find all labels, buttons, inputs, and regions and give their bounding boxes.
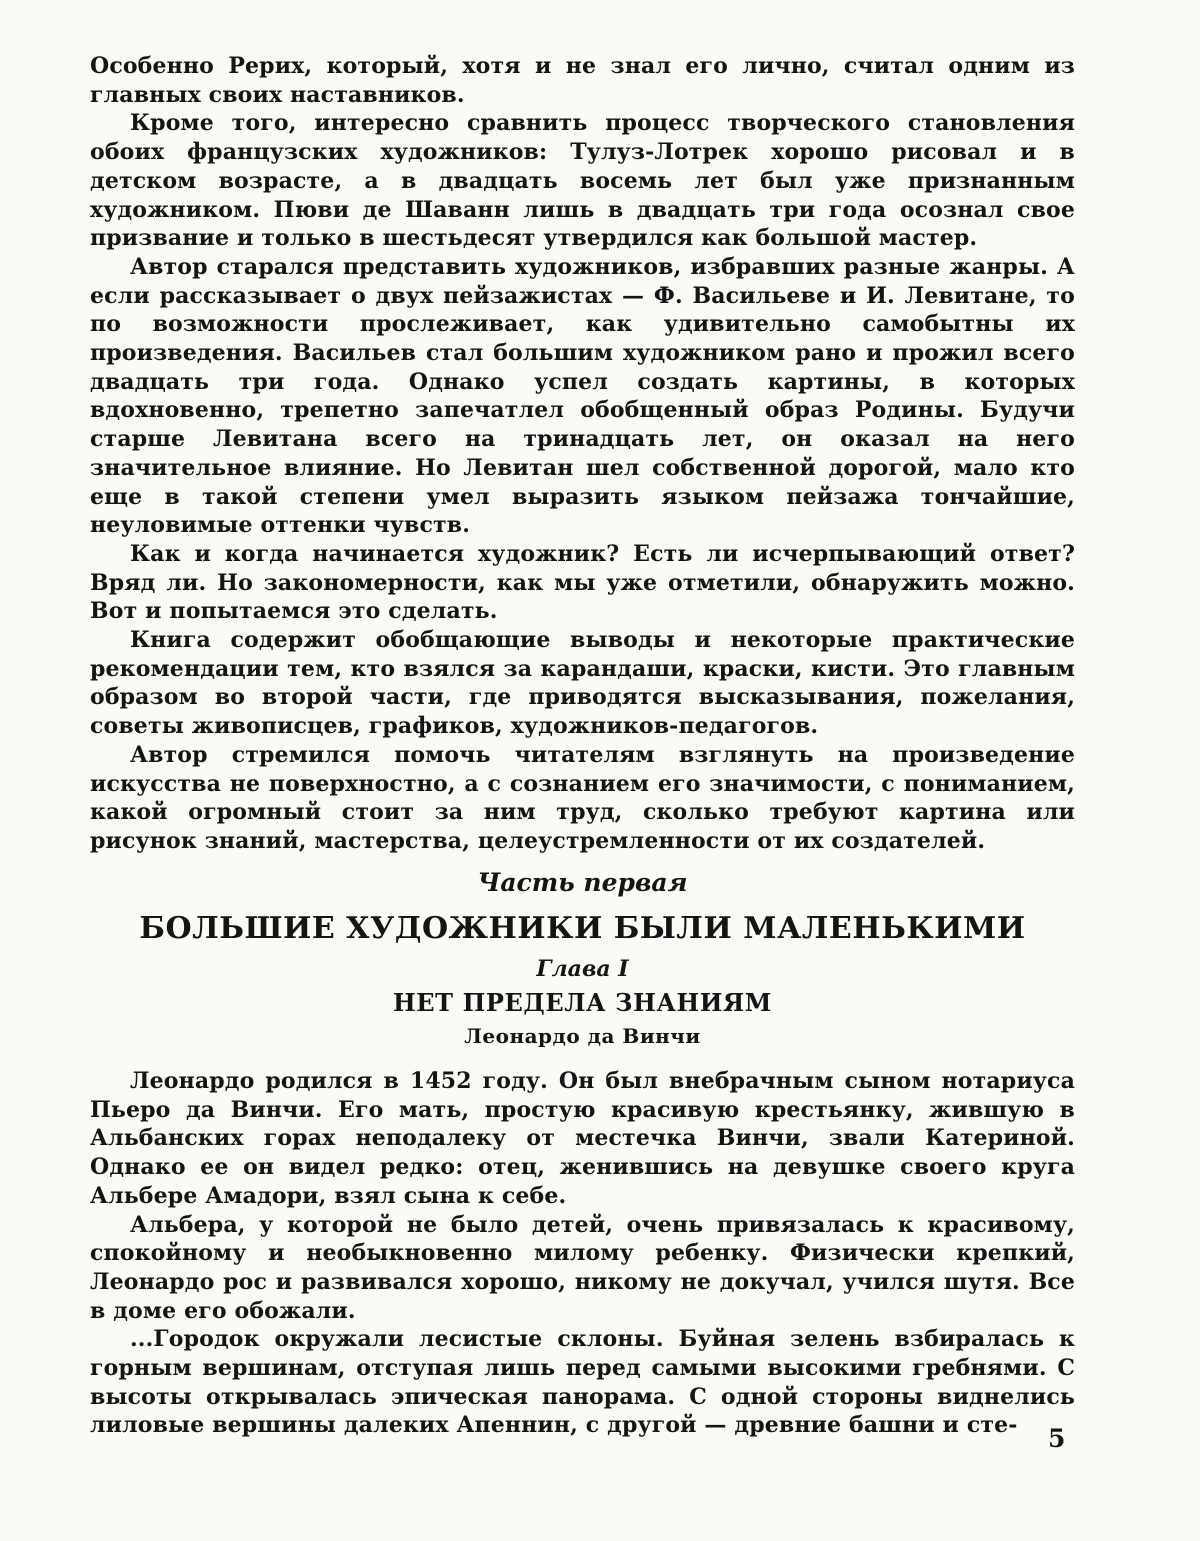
chapter-subject: Леонардо да Винчи xyxy=(90,1020,1075,1052)
chapter-paragraph-2: Альбера, у которой не было детей, очень привязалась к красивому, спокойному и необыкновенно милому ребенку. Физически крепкий, Леонардо рос и развивался хорошо, никому не докучал, учился шутя. Все в доме его обожали. xyxy=(90,1211,1075,1326)
intro-paragraph-6: Автор стремился помочь читателям взглянуть на произведение искусства не поверхностно, а с сознанием его значимости, с пониманием, какой огромный стоит за ним труд, сколько требуют картина или рисунок знаний, мастерства, целеустремленности от их создателей. xyxy=(90,741,1075,856)
chapter-label: Глава I xyxy=(90,954,1075,984)
chapter-text xyxy=(90,1067,1075,1440)
part-label: Часть первая xyxy=(90,866,1075,900)
chapter-headings xyxy=(90,866,1075,1052)
intro-paragraph-2: Кроме того, интересно сравнить процесс творческого становления обоих французских художников: Тулуз-Лотрек хорошо рисовал и в детском возрасте, а в двадцать восемь лет был уже признанным художником. Пюви де Шаванн лишь в двадцать три года осознал свое призвание и только в шестьдесят утвердился как большой мастер. xyxy=(90,109,1075,253)
page-number: 5 xyxy=(1048,1424,1065,1453)
chapter-paragraph-1: Леонардо родился в 1452 году. Он был внебрачным сыном нотариуса Пьеро да Винчи. Его мать, простую красивую крестьянку, жившую в Альбанских горах неподалеку от местечка Винчи, звали Катериной. Однако ее он видел редко: отец, женившись на девушке своего круга Альбере Амадори, взял сына к себе. xyxy=(90,1067,1075,1211)
intro-paragraph-4: Как и когда начинается художник? Есть ли исчерпывающий ответ? Вряд ли. Но закономерности, как мы уже отметили, обнаружить можно. Вот и попытаемся это сделать. xyxy=(90,540,1075,626)
book-page xyxy=(0,0,1200,1541)
part-title: БОЛЬШИЕ ХУДОЖНИКИ БЫЛИ МАЛЕНЬКИМИ xyxy=(90,908,1075,950)
chapter-paragraph-3: ...Городок окружали лесистые склоны. Буйная зелень взбиралась к горным вершинам, отступая лишь перед самыми высокими гребнями. С высоты открывалась эпическая панорама. С одной стороны виднелись лиловые вершины далеких Апеннин, с другой — древние башни и сте- xyxy=(90,1325,1075,1440)
chapter-title: НЕТ ПРЕДЕЛА ЗНАНИЯМ xyxy=(90,986,1075,1020)
intro-text xyxy=(90,52,1075,856)
intro-paragraph-5: Книга содержит обобщающие выводы и некоторые практические рекомендации тем, кто взялся за карандаши, краски, кисти. Это главным образом во второй части, где приводятся высказывания, пожелания, советы живописцев, графиков, художников-педагогов. xyxy=(90,626,1075,741)
intro-paragraph-1: Особенно Рерих, который, хотя и не знал его лично, считал одним из главных своих наставников. xyxy=(90,52,1075,109)
intro-paragraph-3: Автор старался представить художников, избравших разные жанры. А если рассказывает о двух пейзажистах — Ф. Васильеве и И. Левитане, то по возможности прослеживает, как удивительно самобытны их произведения. Васильев стал большим художником рано и прожил всего двадцать три года. Однако успел создать картины, в которых вдохновенно, трепетно запечатлел обобщенный образ Родины. Будучи старше Левитана всего на тринадцать лет, он оказал на него значительное влияние. Но Левитан шел собственной дорогой, мало кто еще в такой степени умел выразить языком пейзажа тончайшие, неуловимые оттенки чувств. xyxy=(90,253,1075,540)
